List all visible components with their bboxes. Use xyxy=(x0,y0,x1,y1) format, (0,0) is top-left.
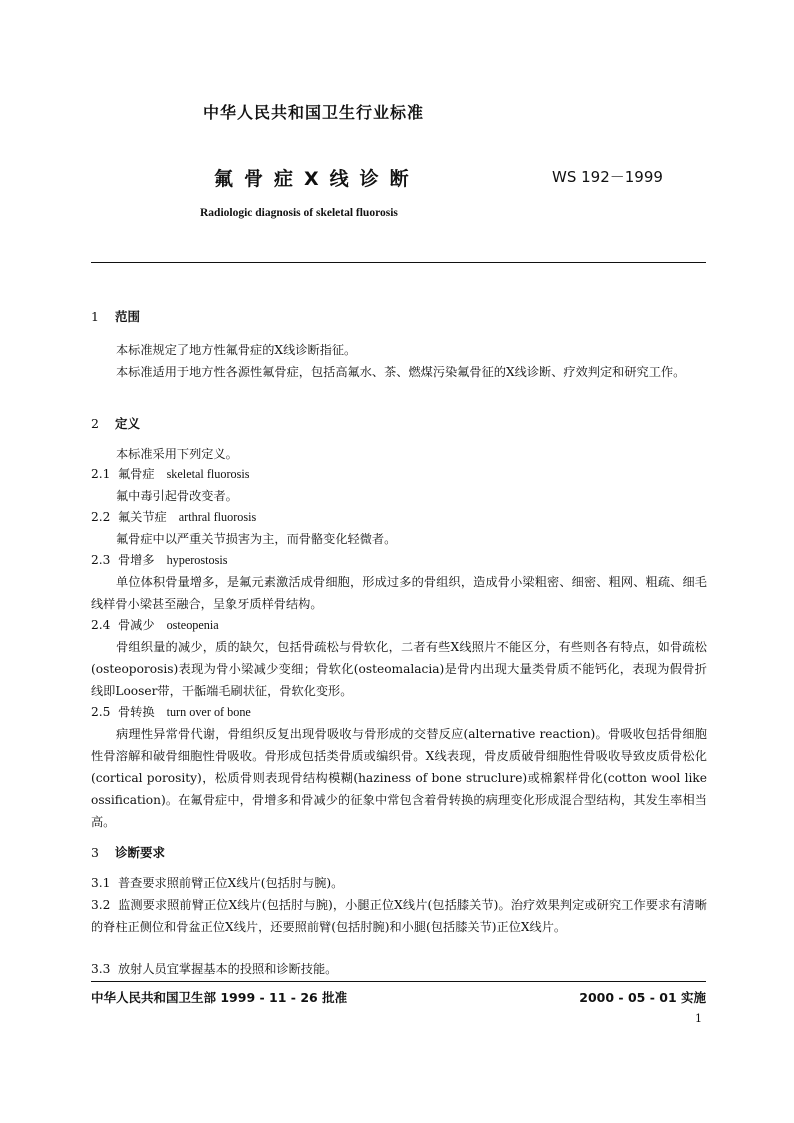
requirement-item xyxy=(91,872,707,894)
definition-english: hyperostosis xyxy=(166,553,228,567)
definition-heading xyxy=(91,703,251,720)
section-1-heading xyxy=(91,307,140,325)
section-title: 定义 xyxy=(115,416,141,431)
section-3-heading xyxy=(91,843,165,861)
definition-text: 单位体积骨量增多，是氟元素激活成骨细胞，形成过多的骨组织，造成骨小梁粗密、细密、粗网、粗疏、细毛线样骨小梁甚至融合，呈象牙质样骨结构。 xyxy=(91,575,707,611)
standard-code: WS 192－1999 xyxy=(552,168,663,186)
section-2-heading xyxy=(91,414,140,432)
section-number: 2 xyxy=(91,416,99,431)
requirement-number: 3.2 xyxy=(91,898,111,912)
definition-number: 2.3 xyxy=(91,553,111,567)
paragraph: 本标准适用于地方性各源性氟骨症，包括高氟水、茶、燃煤污染氟骨征的X线诊断、疗效判定和研究工作。 xyxy=(116,365,686,379)
definition-english: arthral fluorosis xyxy=(178,510,257,524)
approval-line: 中华人民共和国卫生部 1999 - 11 - 26 批准 xyxy=(91,990,348,1005)
requirement-text: 放射人员宜掌握基本的投照和诊断技能。 xyxy=(118,962,338,976)
definition-text: 骨组织量的减少，质的缺欠，包括骨疏松与骨软化，二者有些X线照片不能区分，有些则各有特点，如骨疏松(osteoporosis)表现为骨小梁减少变细；骨软化(osteomalacia)是骨内出现大量类骨质不能钙化，表现为假骨折线即Looser带，干骺端毛刷状征，骨软化变形。 xyxy=(91,640,707,698)
requirement-number: 3.3 xyxy=(91,962,111,976)
requirement-item xyxy=(91,958,707,980)
section-title: 诊断要求 xyxy=(115,845,166,860)
standard-organization: 中华人民共和国卫生行业标准 xyxy=(203,103,425,122)
requirement-text: 普查要求照前臂正位X线片(包括肘与腕)。 xyxy=(118,876,344,890)
page-number: 1 xyxy=(695,1012,702,1025)
definition-text: 病理性异常骨代谢，骨组织反复出现骨吸收与骨形成的交替反应(alternative reaction)。骨吸收包括骨细胞性骨溶解和破骨细胞性骨吸收。骨形成包括类骨质或编织骨。X线表现，骨皮质破骨细胞性骨吸收导致皮质骨松化(cortical porosity)，松质骨则表现骨结构模糊(haziness of bone struclure)或棉絮样骨化(cotton wool like ossification)。在氟骨症中，骨增多和骨减少的征象中常包含着骨转换的病理变化形成混合型结构，其发生率相当高。 xyxy=(91,727,707,829)
definition-heading xyxy=(91,551,228,568)
definition-number: 2.5 xyxy=(91,705,111,719)
definition-heading xyxy=(91,465,250,482)
implementation-date: 2000 - 05 - 01 实施 xyxy=(579,990,706,1005)
section-number: 3 xyxy=(91,845,99,860)
definition-term: 骨转换 xyxy=(118,705,155,719)
definition-term: 骨增多 xyxy=(118,553,155,567)
definition-english: osteopenia xyxy=(166,618,219,632)
definition-text: 氟骨症中以严重关节损害为主，而骨骼变化轻微者。 xyxy=(116,532,397,546)
section-number: 1 xyxy=(91,309,99,324)
definition-english: skeletal fluorosis xyxy=(166,467,250,481)
header-divider xyxy=(91,262,706,263)
definition-english: turn over of bone xyxy=(166,705,251,719)
definition-term: 氟关节症 xyxy=(118,510,167,524)
section-title: 范围 xyxy=(115,309,141,324)
english-title: Radiologic diagnosis of skeletal fluorosis xyxy=(200,207,398,219)
paragraph: 本标准采用下列定义。 xyxy=(116,447,238,461)
definition-term: 氟骨症 xyxy=(118,467,155,481)
definition-number: 2.4 xyxy=(91,618,111,632)
definition-text: 氟中毒引起骨改变者。 xyxy=(116,489,238,503)
definition-heading xyxy=(91,508,256,525)
definition-term: 骨减少 xyxy=(118,618,155,632)
document-title: 氟骨症X线诊断 xyxy=(214,168,420,190)
requirement-text: 监测要求照前臂正位X线片(包括肘与腕)，小腿正位X线片(包括膝关节)。治疗效果判定或研究工作要求有清晰的脊柱正侧位和骨盆正位X线片，还要照前臂(包括肘腕)和小腿(包括膝关节)正位X线片。 xyxy=(91,898,707,934)
definition-number: 2.2 xyxy=(91,510,111,524)
requirement-number: 3.1 xyxy=(91,876,111,890)
footer-divider xyxy=(91,981,706,982)
paragraph: 本标准规定了地方性氟骨症的X线诊断指征。 xyxy=(116,343,357,357)
requirement-item xyxy=(91,894,707,938)
definition-number: 2.1 xyxy=(91,467,111,481)
definition-heading xyxy=(91,616,219,633)
